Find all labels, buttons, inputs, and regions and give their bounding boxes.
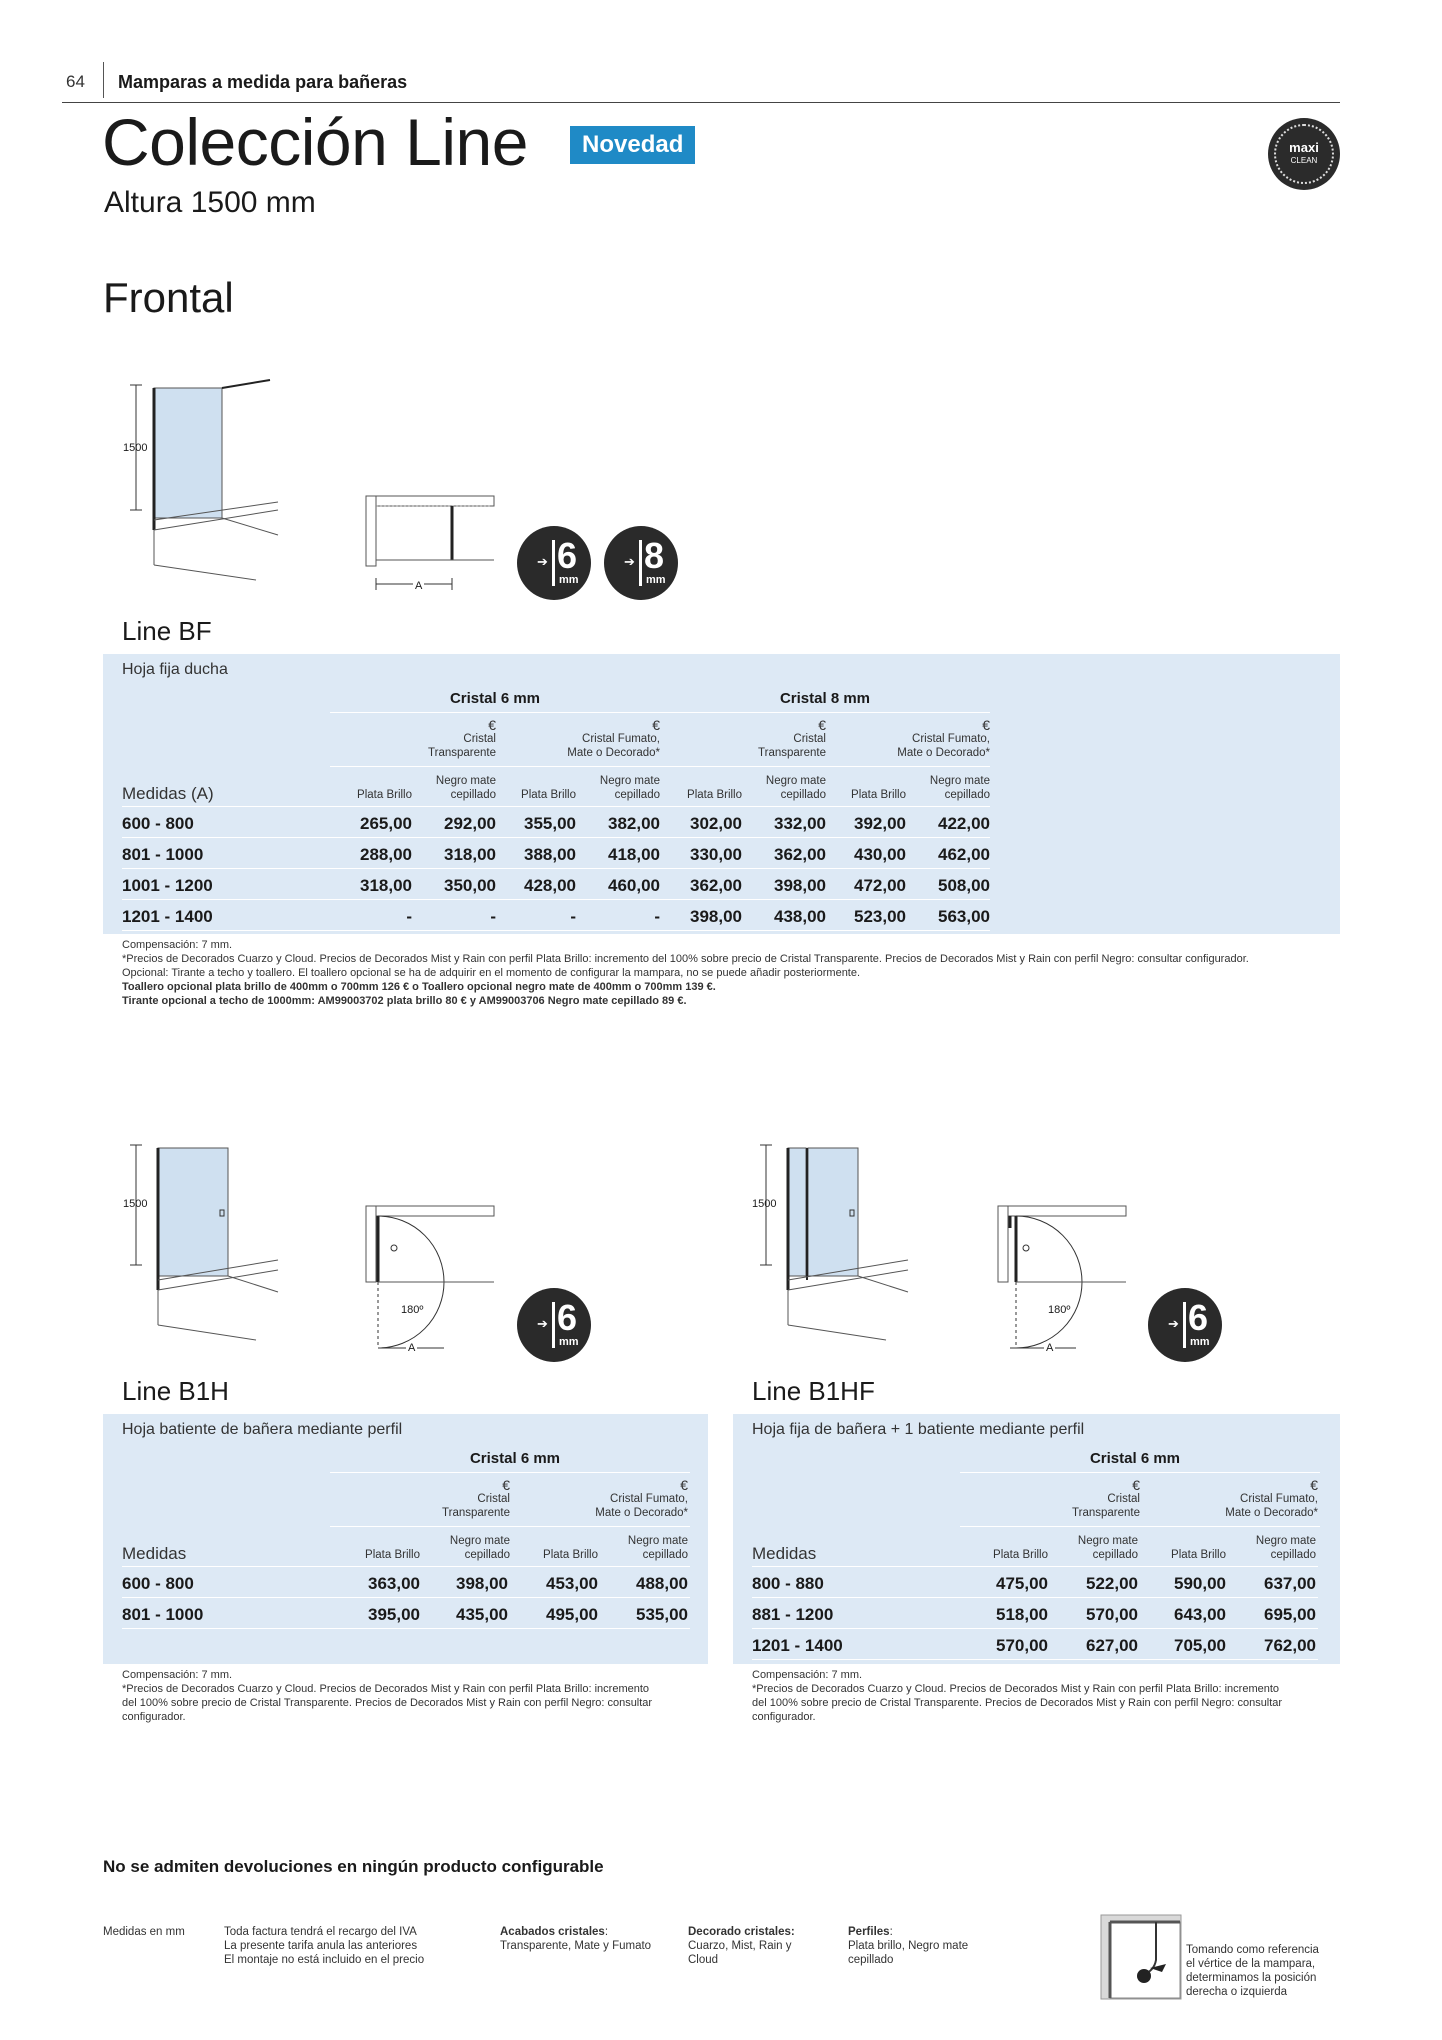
novedad-badge: Novedad [570,126,695,164]
row-measure: 600 - 800 [122,814,194,833]
price-cell: 330,00 [690,845,742,864]
price-cell: 362,00 [690,876,742,895]
finish-negro-head: Negro mate cepillado [599,775,660,801]
table-row [122,901,990,931]
price-cell: 522,00 [1086,1574,1138,1593]
price-cell: 382,00 [608,814,660,833]
price-cell: 590,00 [1174,1574,1226,1593]
line-b1hf-elevation-diagram [746,1140,926,1350]
price-cell: 428,00 [524,876,576,895]
table-row [752,1630,1318,1660]
price-cell: 695,00 [1264,1605,1316,1624]
price-cell: 288,00 [360,845,412,864]
price-cell: 418,00 [608,845,660,864]
price-cell: 523,00 [854,907,906,926]
price-cell: 762,00 [1264,1636,1316,1655]
glass-clear-head: € Cristal Transparente [758,717,826,759]
line-bf-plan-diagram [364,494,496,594]
price-cell: 388,00 [524,845,576,864]
price-cell: 265,00 [360,814,412,833]
price-cell: - [570,907,576,926]
table-row [122,1599,690,1629]
line-bf-description: Hoja fija ducha [122,661,228,678]
price-cell: 508,00 [938,876,990,895]
reference-note: Tomando como referencia el vértice de la mampara, determinamos la posición derecha o izquierda [1186,1944,1319,1998]
page-number: 64 [66,72,85,91]
price-cell: - [490,907,496,926]
price-cell: 643,00 [1174,1605,1226,1624]
finish-negro-head: Negro mate cepillado [929,775,990,801]
price-cell: 705,00 [1174,1636,1226,1655]
finish-negro-head: Negro mate cepillado [765,775,826,801]
thickness-6mm-icon: ➔ 6 mm [517,526,591,600]
price-cell: - [406,907,412,926]
row-measure: 1001 - 1200 [122,876,213,895]
row-measure: 800 - 880 [752,1574,824,1593]
price-cell: 438,00 [774,907,826,926]
line-b1hf-title: Line B1HF [752,1376,875,1406]
glass-fumato-head: € Cristal Fumato, Mate o Decorado* [567,717,660,759]
line-b1hf-notes: Compensación: 7 mm. *Precios de Decorados Cuarzo y Cloud. Precios de Decorados Mist y Rain con perfil Plata Brillo: incremento del 100% sobre precio de Cristal Transparente. Precios de Decorados Mist y Rain con perfil Negro: consultar configurador. [752,1669,1283,1723]
price-cell: 332,00 [774,814,826,833]
height-label: 1500 [752,1198,777,1210]
clean-label: CLEAN [1290,156,1318,165]
row-measure: 1201 - 1400 [122,907,213,926]
thickness-8mm-icon: ➔ 8 mm [604,526,678,600]
finish-negro-head: Negro mate cepillado [1255,1535,1316,1561]
row-measure: 1201 - 1400 [752,1636,843,1655]
row-measure: 600 - 800 [122,1574,194,1593]
header-rule [62,102,1340,103]
table-row [122,870,990,900]
angle-label: 180º [1048,1304,1071,1316]
price-cell: 472,00 [854,876,906,895]
dim-a-label: A [415,580,423,592]
price-cell: 350,00 [444,876,496,895]
footer-decorado: Decorado cristales: Cuarzo, Mist, Rain y Cloud [688,1926,795,1966]
line-b1hf-plan-diagram [996,1204,1128,1352]
maxi-clean-icon [1268,118,1340,190]
footer-perfiles: Perfiles: Plata brillo, Negro mate cepillado [848,1926,969,1966]
no-returns-notice: No se admiten devoluciones en ningún producto configurable [103,1857,604,1876]
row-measure: 801 - 1000 [122,1605,204,1624]
height-label: 1500 [123,1198,148,1210]
table-row [752,1568,1318,1598]
angle-label: 180º [401,1304,424,1316]
medidas-label: Medidas [752,1544,817,1563]
medidas-label: Medidas (A) [122,784,214,803]
section-title: Mamparas a medida para bañeras [118,72,408,92]
group-head-8mm: Cristal 8 mm [779,690,871,707]
finish-negro-head: Negro mate cepillado [627,1535,688,1561]
price-cell: 430,00 [854,845,906,864]
medidas-label: Medidas [122,1544,187,1563]
price-cell: 398,00 [690,907,742,926]
finish-negro-head: Negro mate cepillado [1077,1535,1138,1561]
price-cell: 637,00 [1264,1574,1316,1593]
finish-plata-head: Plata Brillo [365,1549,420,1561]
price-cell: 435,00 [456,1605,508,1624]
footer-acabados: Acabados cristales: Transparente, Mate y Fumato [500,1926,652,1952]
price-cell: 488,00 [636,1574,688,1593]
price-cell: 627,00 [1086,1636,1138,1655]
line-bf-elevation-diagram [116,370,296,590]
line-b1hf-description: Hoja fija de bañera + 1 batiente mediante perfil [752,1421,1085,1438]
group-head-6mm: Cristal 6 mm [469,1450,561,1467]
finish-plata-head: Plata Brillo [851,789,906,801]
row-measure: 881 - 1200 [752,1605,834,1624]
price-cell: 318,00 [360,876,412,895]
line-bf-title: Line BF [122,616,212,646]
line-b1h-notes: Compensación: 7 mm. *Precios de Decorados Cuarzo y Cloud. Precios de Decorados Mist y Rain con perfil Plata Brillo: incremento del 100% sobre precio de Cristal Transparente. Precios de Decorados Mist y Rain con perfil Negro: consultar configurador. [122,1669,653,1723]
finish-plata-head: Plata Brillo [357,789,412,801]
price-cell: 302,00 [690,814,742,833]
dim-a-label: A [408,1342,416,1354]
price-cell: 355,00 [524,814,576,833]
footer-units: Medidas en mm [103,1926,185,1938]
price-cell: 570,00 [996,1636,1048,1655]
finish-plata-head: Plata Brillo [543,1549,598,1561]
glass-fumato-head: € Cristal Fumato, Mate o Decorado* [595,1477,688,1519]
price-cell: 563,00 [938,907,990,926]
price-cell: 398,00 [774,876,826,895]
price-cell: - [654,907,660,926]
dim-a-label: A [1046,1342,1054,1354]
group-head-6mm: Cristal 6 mm [449,690,541,707]
glass-fumato-head: € Cristal Fumato, Mate o Decorado* [897,717,990,759]
price-cell: 398,00 [456,1574,508,1593]
line-b1h-description: Hoja batiente de bañera mediante perfil [122,1421,403,1438]
finish-negro-head: Negro mate cepillado [435,775,496,801]
table-row [122,1568,690,1598]
glass-clear-head: € Cristal Transparente [1072,1477,1140,1519]
line-b1h-plan-diagram [364,1204,496,1352]
price-cell: 363,00 [368,1574,420,1593]
row-measure: 801 - 1000 [122,845,204,864]
price-cell: 453,00 [546,1574,598,1593]
glass-fumato-head: € Cristal Fumato, Mate o Decorado* [1225,1477,1318,1519]
price-cell: 495,00 [546,1605,598,1624]
price-cell: 362,00 [774,845,826,864]
price-cell: 475,00 [996,1574,1048,1593]
price-cell: 392,00 [854,814,906,833]
header-divider [103,62,104,98]
glass-clear-head: € Cristal Transparente [442,1477,510,1519]
footer-invoice-notes: Toda factura tendrá el recargo del IVA La presente tarifa anula las anteriores El montaje no está incluido en el precio [224,1926,425,1966]
price-cell: 460,00 [608,876,660,895]
line-b1h-elevation-diagram [116,1140,296,1350]
price-cell: 395,00 [368,1605,420,1624]
reference-corner-diagram [1100,1914,1182,2000]
price-cell: 422,00 [938,814,990,833]
finish-plata-head: Plata Brillo [687,789,742,801]
height-label: 1500 [123,442,148,454]
line-bf-notes: Compensación: 7 mm. *Precios de Decorados Cuarzo y Cloud. Precios de Decorados Mist y Rain con perfil Plata Brillo: incremento del 100% sobre precio de Cristal Transparente. Precios de Decorados Mist y Rain con perfil Negro: consultar configurador. Opcional: Tirante a techo y toallero. El toallero opcional se ha de adquirir en el momento de configurar la mampara, no se puede añadir posteriormente. Toallero opcional plata brillo de 400mm o 700mm 126 € o Toallero opcional negro mate de 400mm o 700mm 139 €. Tirante opcional a techo de 1000mm: AM99003702 plata brillo 80 € y AM99003706 Negro mate cepillado 89 €. [122,939,1249,1007]
table-row [752,1599,1318,1629]
finish-plata-head: Plata Brillo [521,789,576,801]
height-subtitle: Altura 1500 mm [104,186,316,219]
group-head-6mm: Cristal 6 mm [1089,1450,1181,1467]
category-title: Frontal [103,274,234,321]
collection-title: Colección Line [102,105,528,179]
finish-negro-head: Negro mate cepillado [449,1535,510,1561]
thickness-6mm-icon: ➔ 6 mm [517,1288,591,1362]
glass-clear-head: € Cristal Transparente [428,717,496,759]
maxi-label: maxi [1289,140,1319,155]
thickness-6mm-icon: ➔ 6 mm [1148,1288,1222,1362]
finish-plata-head: Plata Brillo [1171,1549,1226,1561]
table-row [122,808,990,838]
price-cell: 518,00 [996,1605,1048,1624]
price-cell: 462,00 [938,845,990,864]
table-row [122,839,990,869]
price-cell: 318,00 [444,845,496,864]
price-cell: 535,00 [636,1605,688,1624]
price-cell: 570,00 [1086,1605,1138,1624]
line-b1h-title: Line B1H [122,1376,229,1406]
finish-plata-head: Plata Brillo [993,1549,1048,1561]
price-cell: 292,00 [444,814,496,833]
